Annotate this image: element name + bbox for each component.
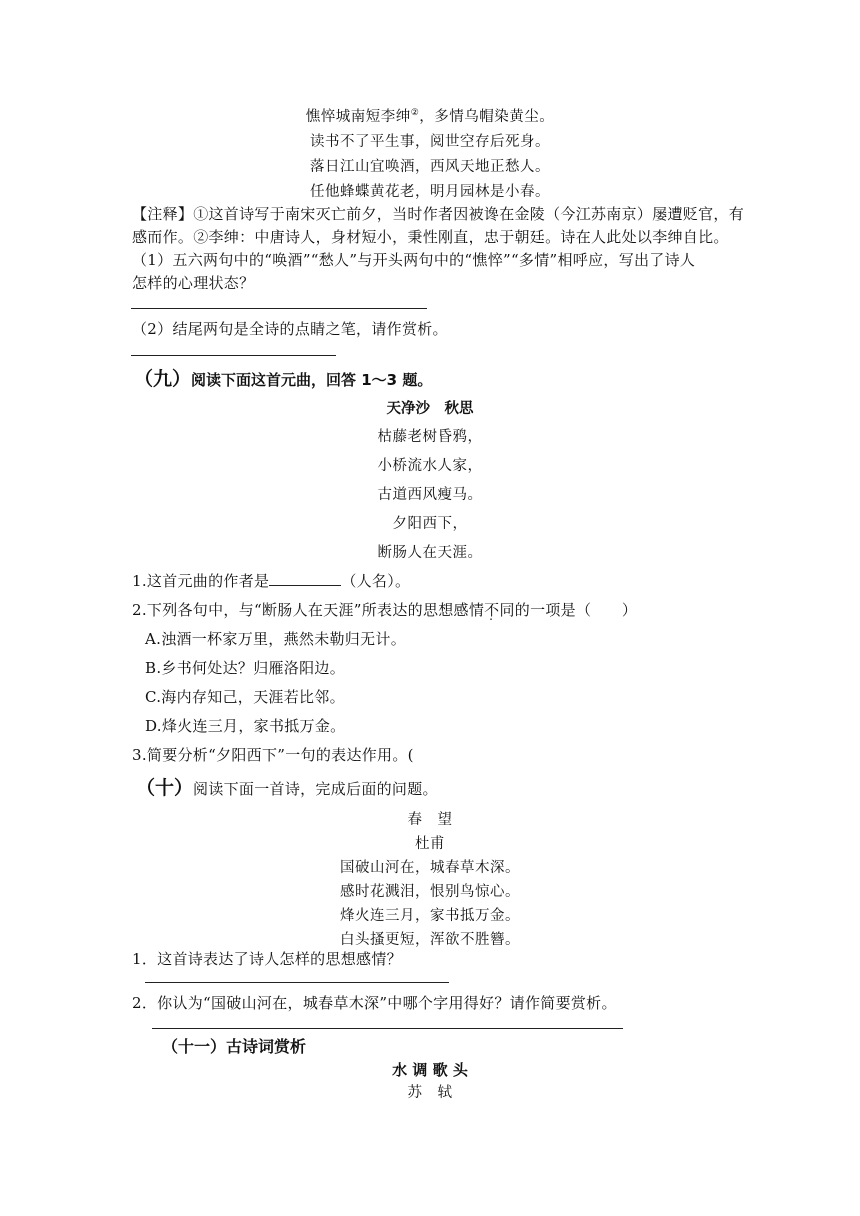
answer-line — [131, 308, 427, 309]
qu-line-5: 断肠人在天涯。 — [377, 545, 483, 561]
question-1-line-2: 怎样的心理状态？ — [132, 274, 255, 292]
annotation-line-2: 感而作。②李绅：中唐诗人，身材短小，秉性刚直，忠于朝廷。诗在人此处以李绅自比。 — [132, 228, 729, 246]
poem-line-4: 任他蜂蝶黄花老，明月园林是小春。 — [310, 184, 550, 200]
section-9-title: 天净沙 秋思 — [386, 401, 474, 417]
option-b: B.乡书何处达？归雁洛阳边。 — [145, 659, 345, 677]
s9-question-2: 2.下列各句中，与“断肠人在天涯”所表达的思想感情不同的一项是（ ） — [132, 601, 638, 619]
option-a: A.浊酒一杯家万里，燕然未勒归无计。 — [145, 630, 407, 648]
section-9-heading: （九）阅读下面这首元曲，回答 1～3 题。 — [134, 368, 433, 390]
s10-question-1: 1．这首诗表达了诗人怎样的思想感情？ — [132, 950, 402, 968]
qu-line-4: 夕阳西下， — [392, 516, 468, 532]
answer-line — [131, 355, 336, 356]
option-c: C.海内存知己，天涯若比邻。 — [145, 688, 345, 706]
section-11-title: 水 调 歌 头 — [392, 1061, 468, 1079]
section-11-author: 苏 轼 — [407, 1085, 453, 1101]
option-d: D.烽火连三月，家书抵万金。 — [145, 717, 346, 735]
poem-10-line-2: 感时花溅泪，恨别鸟惊心。 — [340, 884, 520, 900]
poem-line-3: 落日江山宜唤酒，西风天地正愁人。 — [310, 159, 550, 175]
section-10-author: 杜甫 — [415, 836, 445, 852]
poem-10-line-4: 白头搔更短，浑欲不胜簪。 — [340, 932, 520, 948]
fill-blank[interactable] — [269, 571, 341, 586]
qu-line-1: 枯藤老树昏鸦， — [377, 429, 483, 445]
s9-question-1: 1.这首元曲的作者是 （人名）。 — [132, 572, 411, 590]
section-10-heading: （十）阅读下面一首诗，完成后面的问题。 — [136, 777, 438, 799]
qu-line-2: 小桥流水人家， — [377, 458, 483, 474]
poem-line-1: 憔悴城南短李绅②，多情乌帽染黄尘。 — [305, 108, 555, 125]
poem-line-2: 读书不了平生事，阅世空存后死身。 — [310, 134, 550, 150]
section-10-title: 春 望 — [407, 812, 453, 828]
s10-question-2: 2．你认为“国破山河在，城春草木深”中哪个字用得好？请作简要赏析。 — [132, 994, 617, 1012]
section-11-heading: （十一）古诗词赏析 — [162, 1037, 307, 1056]
s9-question-3: 3.简要分析“夕阳西下”一句的表达作用。( — [132, 746, 414, 764]
question-1-line-1: （1）五六两句中的“唤酒”“愁人”与开头两句中的“憔悴”“多情”相呼应，写出了诗人 — [132, 251, 696, 269]
annotation-line-1: 【注释】①这首诗写于南宋灭亡前夕，当时作者因被谗在金陵（今江苏南京）屡遭贬官，有 — [132, 205, 745, 223]
answer-line — [145, 982, 449, 983]
qu-line-3: 古道西风瘦马。 — [377, 487, 483, 503]
poem-10-line-1: 国破山河在，城春草木深。 — [340, 860, 520, 876]
question-2: （2）结尾两句是全诗的点睛之笔，请作赏析。 — [132, 320, 448, 338]
poem-10-line-3: 烽火连三月，家书抵万金。 — [340, 908, 520, 924]
answer-line — [152, 1028, 623, 1029]
